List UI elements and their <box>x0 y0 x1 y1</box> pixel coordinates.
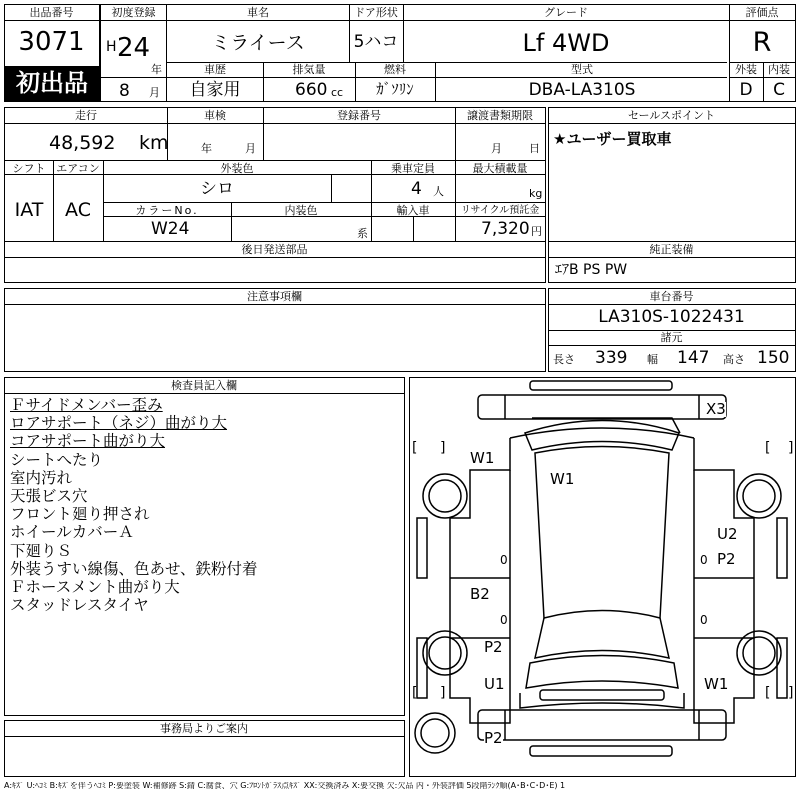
capacity-value: 4 <box>411 179 422 199</box>
sales-point-text: ★ユーザー買取車 <box>553 130 672 148</box>
inspection-year-unit: 年 <box>201 142 212 155</box>
bracket-left: [ <box>412 685 418 701</box>
damage-mark: W1 <box>550 470 575 488</box>
grade-value: Lf 4WD <box>522 29 610 57</box>
height-value: 150 <box>757 348 790 368</box>
inspector-line: フロント廻り押され <box>10 505 150 524</box>
bracket-right: ] <box>440 440 446 456</box>
color-no-value: W24 <box>151 219 190 239</box>
later-parts-label: 後日発送部品 <box>241 243 308 256</box>
max-load-label: 最大積載量 <box>472 162 528 175</box>
legend-text: A:ｷｽﾞ U:ﾍｺﾐ B:ｷｽﾞを伴うﾍｺﾐ P:要塗装 W:補修跡 S:錆 C:腐食、穴 G:ﾌﾛﾝﾄｶﾞﾗｽ点ｷｽﾞ XX:交換済み X:要交換 欠:欠品 内・外装評価 5段階ﾗﾝｸ順(A･B･C･D･E) 1 <box>4 782 566 790</box>
damage-mark: W1 <box>704 675 729 693</box>
recycle-label: リサイクル預託金 <box>460 205 540 216</box>
score-value: R <box>752 27 772 58</box>
inspector-label: 検査員記入欄 <box>171 379 237 392</box>
reg-year: 24 <box>117 33 151 63</box>
inspector-line: 天張ビス穴 <box>10 487 88 506</box>
inspector-line: スタッドレスタイヤ <box>10 596 149 615</box>
ac-label: エアコン <box>56 162 100 175</box>
inspector-line: Ｆサイドメンバー歪み <box>10 396 163 414</box>
first-reg-label: 初度登録 <box>111 6 156 19</box>
grade-label: グレード <box>544 6 588 19</box>
ac-value: AC <box>65 199 91 221</box>
bracket-right: ] <box>788 685 794 701</box>
lot-number: 3071 <box>18 27 85 57</box>
exterior-label: 外装 <box>735 63 757 76</box>
first-registration-box <box>100 4 168 102</box>
name-label: 車名 <box>247 6 269 19</box>
damage-mark: U1 <box>484 675 505 693</box>
score-label: 評価点 <box>745 6 779 19</box>
registration-label: 登録番号 <box>337 109 381 122</box>
inspector-line: シートへたり <box>10 450 104 469</box>
office-label: 事務局よりご案内 <box>160 722 248 735</box>
reg-month: 8 <box>119 81 130 101</box>
bracket-right: ] <box>440 685 446 701</box>
damage-mark: P2 <box>484 638 503 656</box>
bracket-left: [ <box>412 440 418 456</box>
chassis-box <box>548 288 796 372</box>
max-load-unit: kg <box>529 187 543 200</box>
inspector-line: 下廻りＳ <box>10 541 73 560</box>
sales-point-label: セールスポイント <box>627 109 715 122</box>
inspection-month-unit: 月 <box>245 142 256 155</box>
inspector-line: 室内汚れ <box>10 468 73 487</box>
inspector-box <box>4 377 405 716</box>
bracket-right: ] <box>788 440 794 456</box>
chassis-label: 車台番号 <box>649 290 694 303</box>
doc-deadline-label: 譲渡書類期限 <box>467 109 533 122</box>
interior-color-unit: 系 <box>357 227 368 240</box>
inspection-label: 車検 <box>204 109 226 122</box>
dims-label: 諸元 <box>660 331 683 344</box>
capacity-unit: 人 <box>433 185 444 198</box>
zero-mark: 0 <box>500 553 508 567</box>
interior-color-label: 内装色 <box>284 204 318 217</box>
history-label: 車歴 <box>204 63 226 76</box>
notes-label: 注意事項欄 <box>247 290 302 303</box>
mileage-value: 48,592 <box>49 132 116 154</box>
lot-label: 出品番号 <box>29 6 74 19</box>
shift-label: シフト <box>12 162 46 175</box>
inspector-line: コアサポート曲がり大 <box>10 432 166 451</box>
displacement-label: 排気量 <box>292 63 326 76</box>
doc-month-unit: 月 <box>491 142 502 155</box>
exterior-value: D <box>739 80 753 100</box>
interior-value: C <box>773 80 785 100</box>
model-value: DBA-LA310S <box>528 80 636 100</box>
interior-label: 内装 <box>768 63 790 76</box>
displacement-unit: cc <box>331 86 344 99</box>
notes-box <box>4 288 546 372</box>
era: H <box>106 39 117 55</box>
fuel-label: 燃料 <box>384 63 406 76</box>
color-label: 外装色 <box>220 162 254 175</box>
fuel-value: ｶﾞｿﾘﾝ <box>376 80 414 98</box>
inspector-line: ロアサポート（ネジ）曲がり大 <box>10 414 228 433</box>
doors-value: 5ハコ <box>353 32 399 52</box>
shift-value: IAT <box>14 199 44 221</box>
bracket-left: [ <box>765 685 771 701</box>
car-diagram <box>409 377 796 777</box>
later-parts-box <box>4 241 546 283</box>
inspector-line: 外装うすい線傷、色あせ、鉄粉付着 <box>10 559 258 578</box>
length-label: 長さ <box>553 353 575 366</box>
recycle-unit: 円 <box>531 225 542 238</box>
damage-mark: P2 <box>717 550 736 568</box>
inspector-line: Ｆホースメント曲がり大 <box>10 578 180 597</box>
capacity-label: 乗車定員 <box>391 162 435 175</box>
top-info-box <box>166 4 796 102</box>
office-box <box>4 720 405 777</box>
color-value: シロ <box>200 179 234 199</box>
equipment-label: 純正装備 <box>649 243 694 256</box>
month-unit: 月 <box>149 86 160 99</box>
mileage-unit: km <box>139 132 169 154</box>
car-outline-drawing <box>410 378 794 775</box>
zero-mark: 0 <box>500 613 508 627</box>
equipment-box <box>548 241 796 283</box>
sales-point-box <box>548 107 796 243</box>
equipment-value: ｴｱB PS PW <box>555 262 628 278</box>
length-value: 339 <box>595 348 628 368</box>
bracket-left: [ <box>765 440 771 456</box>
chassis-value: LA310S-1022431 <box>598 307 745 327</box>
recycle-value: 7,320 <box>481 219 530 239</box>
import-label: 輸入車 <box>396 204 430 217</box>
history-value: 自家用 <box>189 80 241 100</box>
height-label: 高さ <box>723 353 745 366</box>
damage-mark: B2 <box>470 585 490 603</box>
doors-label: ドア形状 <box>354 6 398 19</box>
width-value: 147 <box>677 348 710 368</box>
vehicle-name: ミライース <box>211 32 305 54</box>
model-label: 型式 <box>571 63 593 76</box>
vehicle-detail-box <box>4 107 546 243</box>
first-listing-text: 初出品 <box>16 69 88 97</box>
damage-mark: U2 <box>717 525 738 543</box>
damage-mark: W1 <box>470 449 495 467</box>
damage-mark: P2 <box>484 729 503 747</box>
year-unit: 年 <box>151 63 162 76</box>
inspector-line: ホイールカバーＡ <box>10 523 134 542</box>
mileage-label: 走行 <box>75 109 97 122</box>
zero-mark: 0 <box>700 613 708 627</box>
displacement-value: 660 <box>295 80 328 100</box>
doc-day-unit: 日 <box>529 142 540 155</box>
damage-mark: X3 <box>706 400 726 418</box>
color-no-label: カラーNo. <box>135 204 199 217</box>
width-label: 幅 <box>647 353 658 366</box>
zero-mark: 0 <box>700 553 708 567</box>
